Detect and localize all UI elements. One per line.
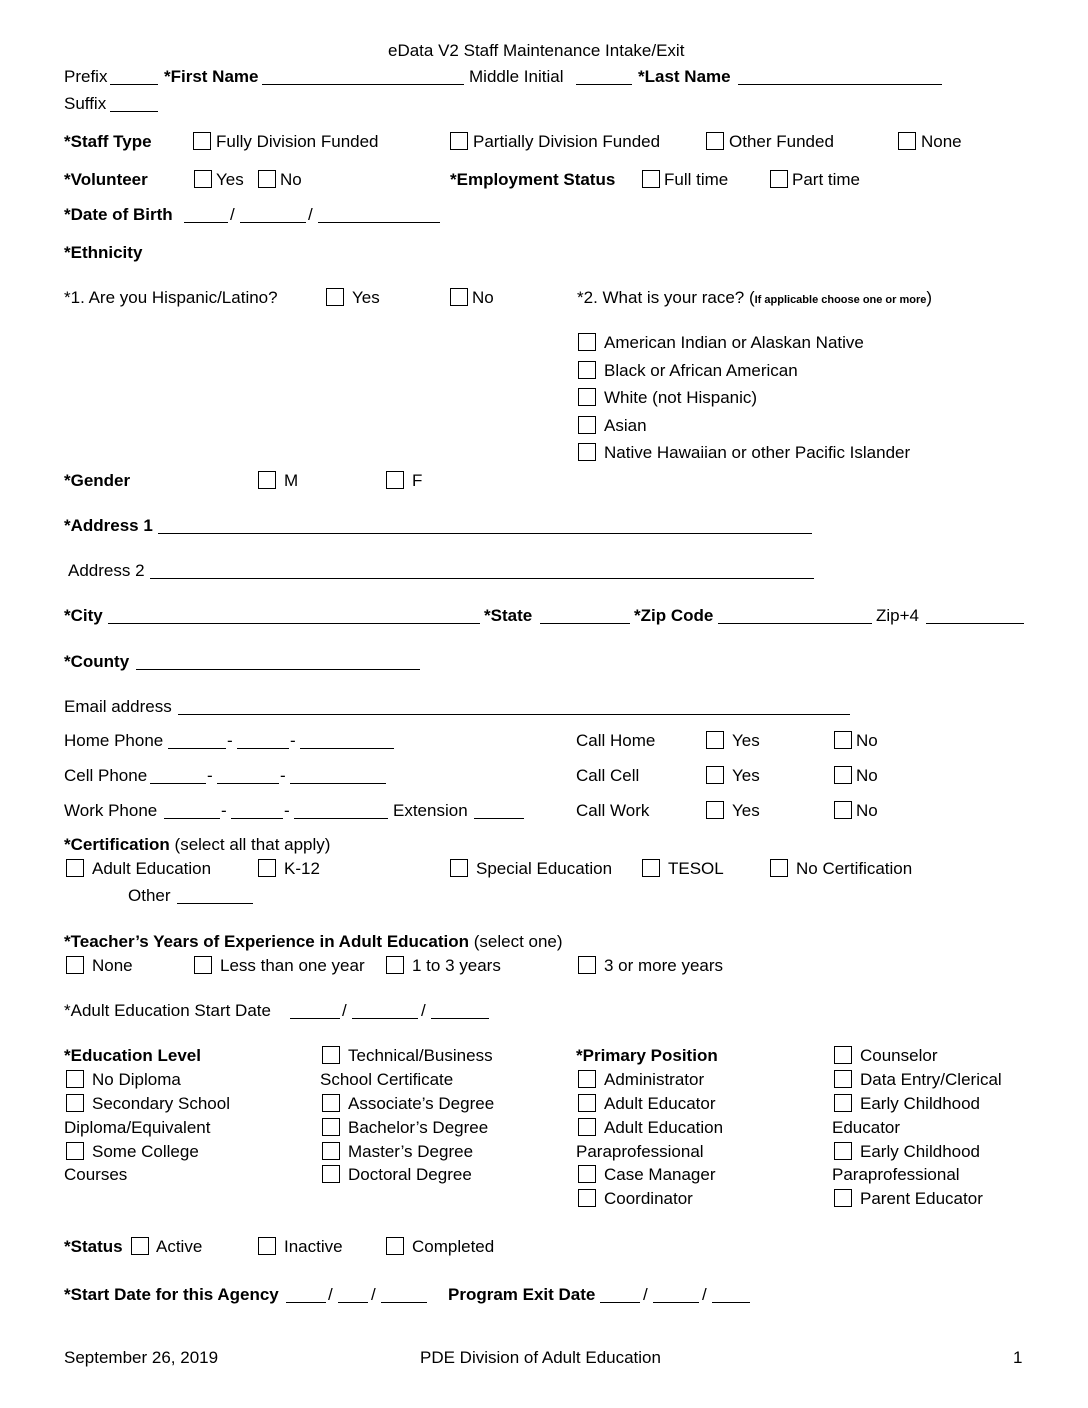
edu-some-college-label: Some College (92, 1142, 199, 1161)
email-label: Email address (64, 697, 172, 716)
last-name-label: *Last Name (638, 67, 731, 86)
middle-initial-label: Middle Initial (469, 67, 564, 86)
race-black-checkbox[interactable] (578, 361, 596, 379)
pos-data-entry-checkbox[interactable] (834, 1070, 852, 1088)
employment-full-checkbox[interactable] (642, 170, 660, 188)
volunteer-no-checkbox[interactable] (258, 170, 276, 188)
date-separator: / (328, 1285, 333, 1304)
pos-ec-educator-checkbox[interactable] (834, 1094, 852, 1112)
last-name-field[interactable] (738, 84, 942, 85)
employment-status-label: *Employment Status (450, 170, 616, 189)
call-home-no-checkbox[interactable] (834, 731, 852, 749)
exp-none-label: None (92, 956, 133, 975)
work-phone-prefix-field[interactable] (231, 818, 283, 819)
call-cell-yes-label: Yes (732, 766, 760, 785)
home-phone-prefix-field[interactable] (237, 748, 289, 749)
suffix-field[interactable] (110, 111, 158, 112)
date-separator: / (421, 1001, 426, 1020)
work-phone-line-field[interactable] (294, 818, 388, 819)
race-question: *2. What is your race? (If applicable choose one or more) (577, 288, 933, 307)
experience-heading: *Teacher’s Years of Experience in Adult Education (select one) (64, 932, 563, 951)
staff-type-other-checkbox[interactable] (706, 132, 724, 150)
exp-none-checkbox[interactable] (66, 956, 84, 974)
dob-separator: / (230, 205, 235, 224)
edu-bachelors-checkbox[interactable] (322, 1118, 340, 1136)
extension-label: Extension (393, 801, 468, 820)
cert-adult-ed-checkbox[interactable] (66, 859, 84, 877)
race-black-label: Black or African American (604, 361, 798, 380)
first-name-label: *First Name (164, 67, 259, 86)
city-field[interactable] (108, 623, 480, 624)
dob-month-field[interactable] (184, 222, 228, 223)
cell-phone-area-field[interactable] (150, 783, 206, 784)
extension-field[interactable] (474, 818, 524, 819)
pos-adult-para-label: Adult Education (604, 1118, 724, 1137)
employment-part-label: Part time (792, 170, 861, 189)
cert-k12-label: K-12 (284, 859, 320, 878)
cert-none-label: No Certification (796, 859, 913, 878)
edu-some-college-checkbox[interactable] (66, 1142, 84, 1160)
volunteer-yes-label: Yes (216, 170, 244, 189)
first-name-field[interactable] (262, 84, 464, 85)
cert-other-label: Other (128, 886, 171, 905)
gender-f-checkbox[interactable] (386, 471, 404, 489)
phone-dash: - (284, 801, 290, 820)
footer-org: PDE Division of Adult Education (420, 1348, 661, 1367)
primary-position-label: *Primary Position (576, 1046, 718, 1065)
call-home-yes-checkbox[interactable] (706, 731, 724, 749)
address2-label: Address 2 (68, 561, 145, 580)
race-pacific-islander-checkbox[interactable] (578, 443, 596, 461)
ae-start-day-field[interactable] (352, 1018, 418, 1019)
hispanic-yes-checkbox[interactable] (326, 288, 344, 306)
work-phone-label: Work Phone (64, 801, 158, 820)
gender-f-label: F (412, 471, 423, 490)
exit-date-label: Program Exit Date (448, 1285, 596, 1304)
edu-masters-label: Master’s Degree (348, 1142, 474, 1161)
edu-technical-checkbox[interactable] (322, 1046, 340, 1064)
education-level-label: *Education Level (64, 1046, 201, 1065)
pos-counselor-label: Counselor (860, 1046, 938, 1065)
hispanic-yes-label: Yes (352, 288, 380, 307)
page-title: eData V2 Staff Maintenance Intake/Exit (388, 41, 685, 60)
employment-full-label: Full time (664, 170, 729, 189)
edu-doctoral-label: Doctoral Degree (348, 1165, 472, 1184)
race-white-label: White (not Hispanic) (604, 388, 758, 407)
pos-adult-educator-label: Adult Educator (604, 1094, 716, 1113)
county-label: *County (64, 652, 130, 671)
exp-three-plus-checkbox[interactable] (578, 956, 596, 974)
pos-adult-educator-checkbox[interactable] (578, 1094, 596, 1112)
pos-parent-educator-label: Parent Educator (860, 1189, 983, 1208)
edu-bachelors-label: Bachelor’s Degree (348, 1118, 489, 1137)
edu-secondary-label: Secondary School (92, 1094, 230, 1113)
call-cell-label: Call Cell (576, 766, 640, 785)
ethnicity-label: *Ethnicity (64, 243, 143, 262)
home-phone-label: Home Phone (64, 731, 164, 750)
status-inactive-checkbox[interactable] (258, 1237, 276, 1255)
edu-masters-checkbox[interactable] (322, 1142, 340, 1160)
pos-case-manager-label: Case Manager (604, 1165, 716, 1184)
edu-doctoral-checkbox[interactable] (322, 1165, 340, 1183)
cert-tesol-label: TESOL (668, 859, 724, 878)
cell-phone-label: Cell Phone (64, 766, 148, 785)
call-work-no-checkbox[interactable] (834, 801, 852, 819)
pos-coordinator-label: Coordinator (604, 1189, 693, 1208)
call-work-yes-label: Yes (732, 801, 760, 820)
prefix-label: Prefix (64, 67, 108, 86)
phone-dash: - (227, 731, 233, 750)
staff-type-fully-checkbox[interactable] (193, 132, 211, 150)
staff-type-none-checkbox[interactable] (898, 132, 916, 150)
dob-day-field[interactable] (240, 222, 306, 223)
status-completed-checkbox[interactable] (386, 1237, 404, 1255)
pos-counselor-checkbox[interactable] (834, 1046, 852, 1064)
pos-ec-educator-label: Early Childhood (860, 1094, 981, 1113)
gender-label: *Gender (64, 471, 131, 490)
status-inactive-label: Inactive (284, 1237, 343, 1256)
ae-start-year-field[interactable] (431, 1018, 489, 1019)
staff-type-none-label: None (921, 132, 962, 151)
volunteer-label: *Volunteer (64, 170, 148, 189)
race-pacific-islander-label: Native Hawaiian or other Pacific Islander (604, 443, 911, 462)
county-field[interactable] (136, 669, 420, 670)
pos-parent-educator-checkbox[interactable] (834, 1189, 852, 1207)
gender-m-checkbox[interactable] (258, 471, 276, 489)
footer-date: September 26, 2019 (64, 1348, 219, 1367)
pos-ec-para-label-cont: Paraprofessional (832, 1165, 960, 1184)
edu-secondary-label-cont: Diploma/Equivalent (64, 1118, 211, 1137)
hispanic-question: *1. Are you Hispanic/Latino? (64, 288, 278, 307)
home-phone-line-field[interactable] (300, 748, 394, 749)
exp-three-plus-label: 3 or more years (604, 956, 724, 975)
zip4-label: Zip+4 (876, 606, 919, 625)
status-completed-label: Completed (412, 1237, 495, 1256)
pos-ec-educator-label-cont: Educator (832, 1118, 901, 1137)
call-home-no-label: No (856, 731, 878, 750)
call-work-yes-checkbox[interactable] (706, 801, 724, 819)
work-phone-area-field[interactable] (164, 818, 220, 819)
staff-type-partially-label: Partially Division Funded (473, 132, 661, 151)
volunteer-yes-checkbox[interactable] (194, 170, 212, 188)
phone-dash: - (207, 766, 213, 785)
cell-phone-prefix-field[interactable] (217, 783, 279, 784)
race-white-checkbox[interactable] (578, 388, 596, 406)
cert-special-ed-checkbox[interactable] (450, 859, 468, 877)
employment-part-checkbox[interactable] (770, 170, 788, 188)
edu-technical-label: Technical/Business (348, 1046, 493, 1065)
pos-adult-para-label-cont: Paraprofessional (576, 1142, 704, 1161)
page-number: 1 (1013, 1348, 1023, 1367)
staff-type-label: *Staff Type (64, 132, 152, 151)
pos-administrator-checkbox[interactable] (578, 1070, 596, 1088)
ae-start-month-field[interactable] (290, 1018, 340, 1019)
call-work-no-label: No (856, 801, 878, 820)
agency-start-label: *Start Date for this Agency (64, 1285, 279, 1304)
edu-no-diploma-label: No Diploma (92, 1070, 181, 1089)
home-phone-area-field[interactable] (168, 748, 226, 749)
edu-associates-checkbox[interactable] (322, 1094, 340, 1112)
pos-coordinator-checkbox[interactable] (578, 1189, 596, 1207)
pos-data-entry-label: Data Entry/Clerical (860, 1070, 1002, 1089)
certification-heading: *Certification (select all that apply) (64, 835, 331, 854)
hispanic-no-checkbox[interactable] (450, 288, 468, 306)
edu-associates-label: Associate’s Degree (348, 1094, 495, 1113)
exp-less-one-label: Less than one year (220, 956, 365, 975)
date-separator: / (702, 1285, 707, 1304)
dob-year-field[interactable] (318, 222, 440, 223)
cert-other-field[interactable] (177, 903, 253, 904)
phone-dash: - (280, 766, 286, 785)
cert-tesol-checkbox[interactable] (642, 859, 660, 877)
middle-initial-field[interactable] (576, 84, 632, 85)
status-active-label: Active (156, 1237, 203, 1256)
dob-label: *Date of Birth (64, 205, 173, 224)
agency-start-month-field[interactable] (286, 1302, 326, 1303)
state-field[interactable] (540, 623, 630, 624)
race-asian-checkbox[interactable] (578, 416, 596, 434)
exp-one-three-checkbox[interactable] (386, 956, 404, 974)
call-home-label: Call Home (576, 731, 656, 750)
edu-technical-label-cont: School Certificate (320, 1070, 454, 1089)
race-american-indian-checkbox[interactable] (578, 333, 596, 351)
call-cell-no-label: No (856, 766, 878, 785)
edu-secondary-checkbox[interactable] (66, 1094, 84, 1112)
exit-day-field[interactable] (653, 1302, 699, 1303)
pos-case-manager-checkbox[interactable] (578, 1165, 596, 1183)
city-label: *City (64, 606, 103, 625)
dob-separator: / (308, 205, 313, 224)
state-label: *State (484, 606, 533, 625)
date-separator: / (643, 1285, 648, 1304)
exit-month-field[interactable] (600, 1302, 640, 1303)
call-work-label: Call Work (576, 801, 650, 820)
address1-field[interactable] (158, 533, 812, 534)
gender-m-label: M (284, 471, 299, 490)
race-american-indian-label: American Indian or Alaskan Native (604, 333, 864, 352)
pos-ec-para-label: Early Childhood (860, 1142, 981, 1161)
agency-start-day-field[interactable] (338, 1302, 368, 1303)
agency-start-year-field[interactable] (381, 1302, 427, 1303)
cert-special-ed-label: Special Education (476, 859, 613, 878)
call-cell-no-checkbox[interactable] (834, 766, 852, 784)
date-separator: / (342, 1001, 347, 1020)
staff-type-partially-checkbox[interactable] (450, 132, 468, 150)
exit-year-field[interactable] (712, 1302, 750, 1303)
zip-field[interactable] (718, 623, 872, 624)
email-field[interactable] (178, 714, 850, 715)
address1-label: *Address 1 (64, 516, 153, 535)
cert-k12-checkbox[interactable] (258, 859, 276, 877)
staff-type-other-label: Other Funded (729, 132, 834, 151)
cert-adult-ed-label: Adult Education (92, 859, 212, 878)
address2-field[interactable] (150, 578, 814, 579)
status-label: *Status (64, 1237, 123, 1256)
cell-phone-line-field[interactable] (290, 783, 386, 784)
pos-ec-para-checkbox[interactable] (834, 1142, 852, 1160)
pos-administrator-label: Administrator (604, 1070, 705, 1089)
race-asian-label: Asian (604, 416, 647, 435)
exp-less-one-checkbox[interactable] (194, 956, 212, 974)
date-separator: / (371, 1285, 376, 1304)
cert-none-checkbox[interactable] (770, 859, 788, 877)
zip-label: *Zip Code (634, 606, 714, 625)
volunteer-no-label: No (280, 170, 302, 189)
zip4-field[interactable] (926, 623, 1024, 624)
status-active-checkbox[interactable] (131, 1237, 149, 1255)
hispanic-no-label: No (472, 288, 494, 307)
staff-type-fully-label: Fully Division Funded (216, 132, 379, 151)
ae-start-label: *Adult Education Start Date (64, 1001, 271, 1020)
suffix-label: Suffix (64, 94, 107, 113)
pos-adult-para-checkbox[interactable] (578, 1118, 596, 1136)
call-home-yes-label: Yes (732, 731, 760, 750)
edu-no-diploma-checkbox[interactable] (66, 1070, 84, 1088)
phone-dash: - (290, 731, 296, 750)
exp-one-three-label: 1 to 3 years (412, 956, 501, 975)
edu-some-college-label-cont: Courses (64, 1165, 128, 1184)
phone-dash: - (221, 801, 227, 820)
prefix-field[interactable] (110, 84, 158, 85)
call-cell-yes-checkbox[interactable] (706, 766, 724, 784)
